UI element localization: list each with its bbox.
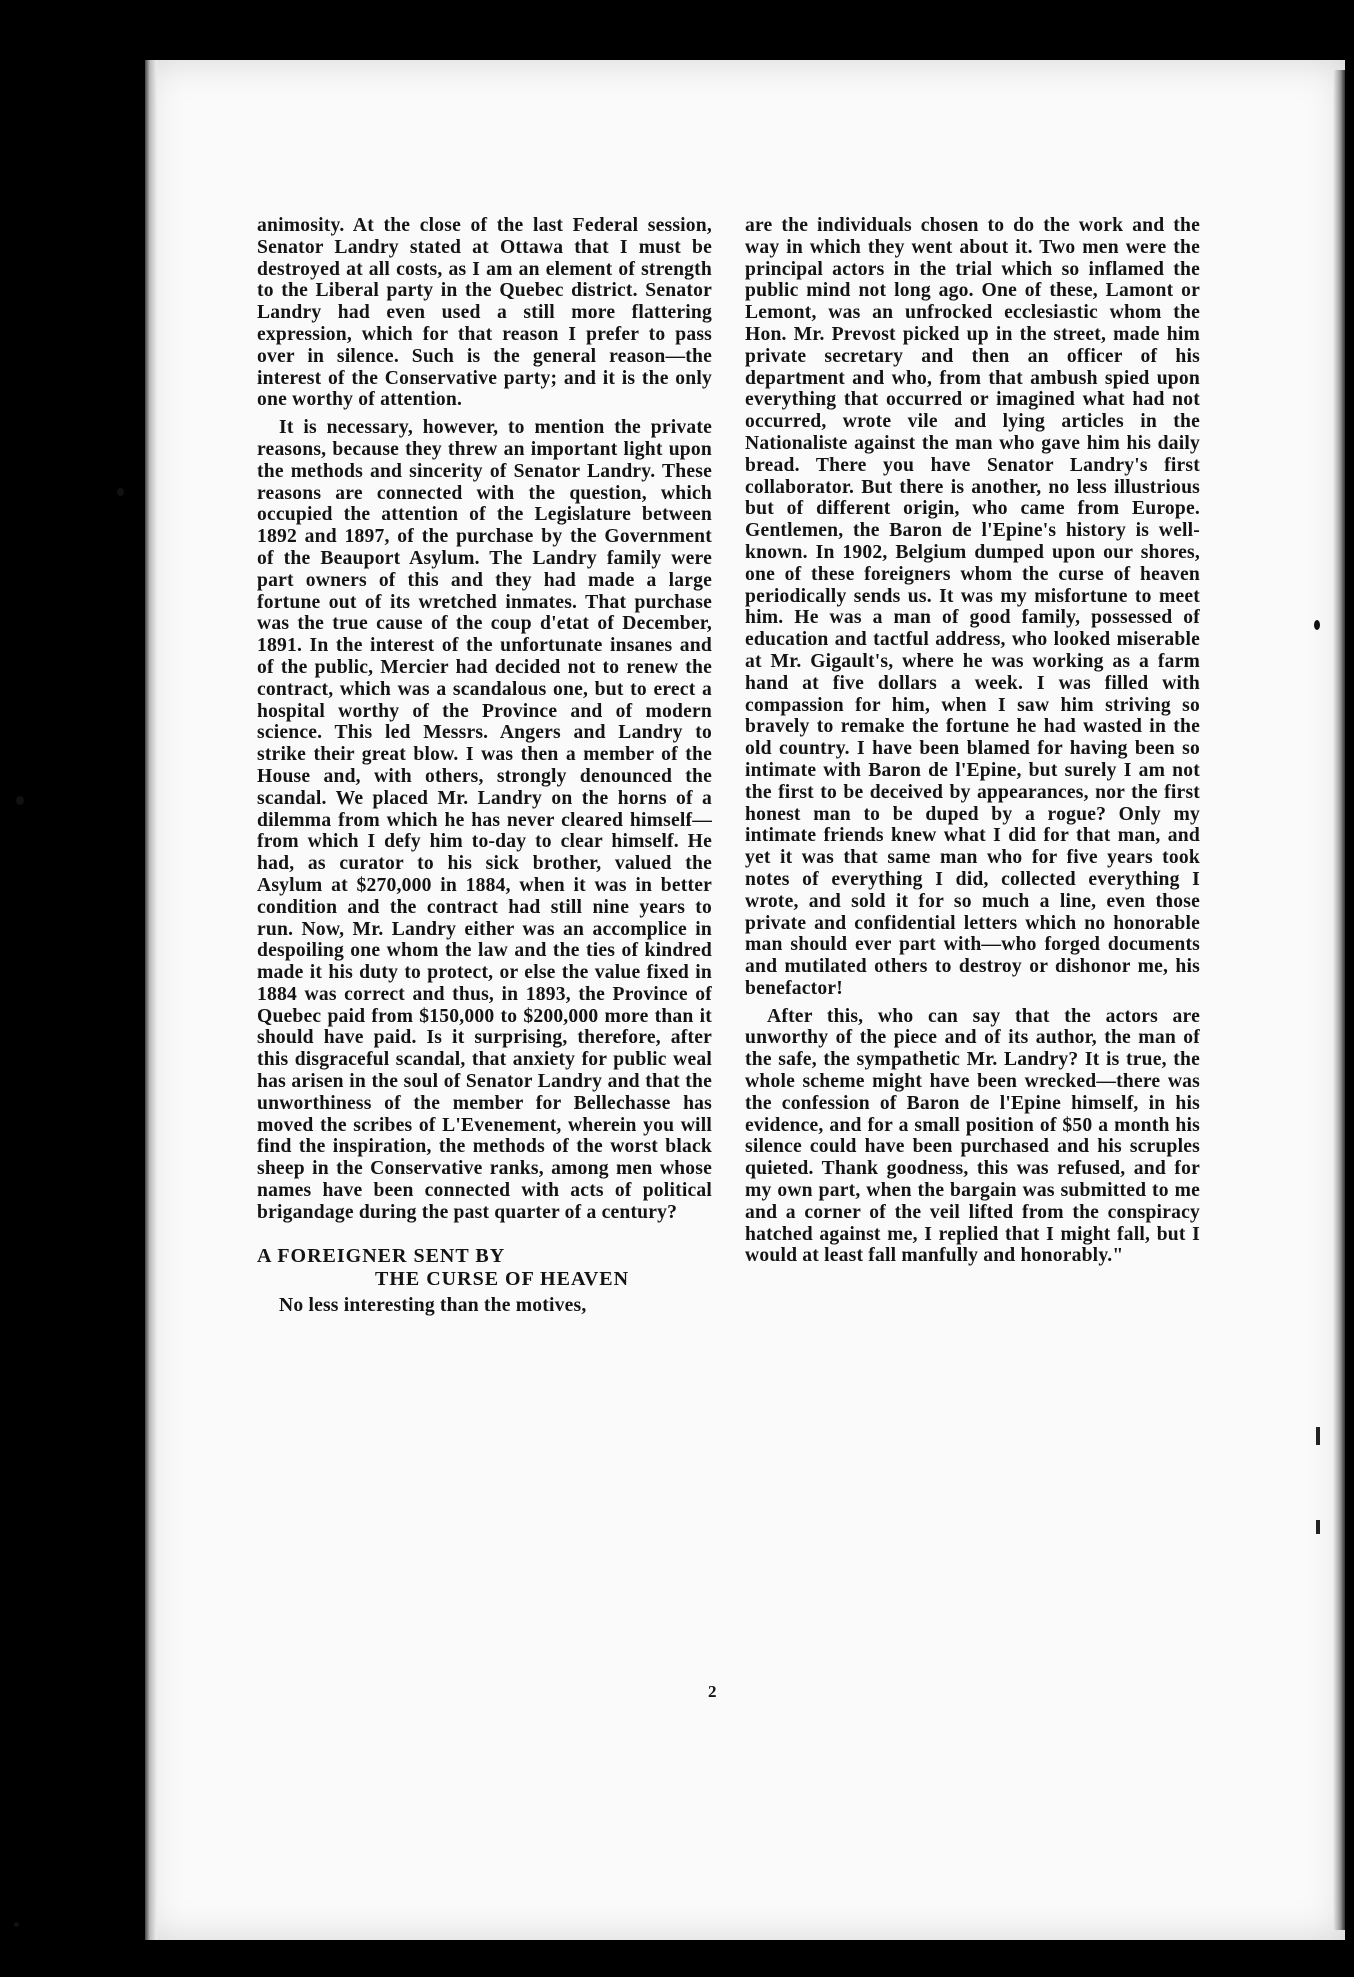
left-paragraph-2: It is necessary, however, to mention the private reasons, because they threw an important light upon the methods and sincerity of Senator Landry. These reasons are connected with the question, which occupied the attention of the Legislature between 1892 and 1897, of the purchase by the Government of the Beauport Asylum. The Landry family were part owners of this and they had made a large fortune out of its wretched inmates. That purchase was the true cause of the coup d'etat of December, 1891. In the interest of the unfortunate insanes and of the public, Mercier had decided not to renew the contract, which was a scandalous one, but to erect a hospital worthy of the Province and of modern science. This led Messrs. Angers and Landry to strike their great blow. I was then a member of the House and, with others, strongly denounced the scandal. We placed Mr. Landry on the horns of a dilemma from which he has never cleared himself—from which I defy him to-day to clear himself. He had, as curator to his sick brother, valued the Asylum at $270,000 in 1884, when it was in better condition and the contract had still nine years to run. Now, Mr. Landry either was an accomplice in despoiling one whom the law and the ties of kindred made it his duty to protect, or else the value fixed in 1884 was correct and thus, in 1893, the Province of Quebec paid from $150,000 to $200,000 more than it should have paid. Is it surprising, therefore, after this disgraceful scandal, that anxiety for public weal has arisen in the soul of Senator Landry and that the unworthiness of the member for Bellechasse has moved the scribes of L'Evenement, wherein you will find the inspiration, the methods of the worst black sheep in the Conservative ranks, among men whose names have been connected with acts of political brigandage during the past quarter of a century? (257, 417, 712, 1223)
section-heading-line-2: THE CURSE OF HEAVEN (375, 1268, 630, 1291)
right-column (745, 215, 1200, 1273)
section-heading-line-1: A FOREIGNER SENT BY (257, 1244, 506, 1267)
scan-artifact (1316, 1427, 1320, 1445)
scan-artifact (1316, 1520, 1320, 1534)
right-paragraph-1: are the individuals chosen to do the work and the way in which they went about it. Two men were the principal actors in the trial which so inflamed the public mind not long ago. One of these, Lamont or Lemont, was an unfrocked ecclesiastic whom the Hon. Mr. Prevost picked up in the street, made him private secretary and then an officer of his department and who, from that ambush spied upon everything that occurred or imagined what had not occurred, wrote vile and lying articles in the Nationaliste against the man who gave him his daily bread. There you have Senator Landry's first collaborator. But there is another, no less illustrious but of different origin, who came from Europe. Gentlemen, the Baron de l'Epine's history is well-known. In 1902, Belgium dumped upon our shores, one of these foreigners whom the curse of heaven periodically sends us. It was my misfortune to meet him. He was a man of good family, possessed of education and tactful address, who looked miserable at Mr. Gigault's, where he was working as a farm hand at five dollars a week. I was filled with compassion for him, when I saw him striving so bravely to remake the fortune he had wasted in the old country. I have been blamed for having been so intimate with Baron de l'Epine, but surely I am not the first to be deceived by appearances, nor the first honest man to be duped by a rogue? Only my intimate friends knew what I did for that man, and yet it was that same man who for five years took notes of everything I did, collected everything I wrote, and sold it for so much a line, even those private and confidential letters which no honorable man should ever part with—who forged documents and mutilated others to destroy or dishonor me, his benefactor! (745, 215, 1200, 999)
dust-speck (16, 796, 24, 805)
left-column (257, 215, 712, 1323)
paper-left-edge (145, 60, 157, 1940)
dust-speck (117, 488, 124, 496)
left-closing-paragraph: No less interesting than the motives, (279, 1295, 587, 1317)
dust-speck (1314, 620, 1320, 630)
page-number: 2 (708, 1682, 717, 1701)
left-paragraph-1: animosity. At the close of the last Federal session, Senator Landry stated at Ottawa that I must be destroyed at all costs, as I am an element of strength to the Liberal party in the Quebec district. Senator Landry had even used a still more flattering expression, which for that reason I prefer to pass over in silence. Such is the general reason—the interest of the Conservative party; and it is the only one worthy of attention. (257, 215, 712, 411)
dust-speck (14, 1922, 19, 1927)
paper-right-edge (1333, 70, 1345, 1930)
right-paragraph-2: After this, who can say that the actors are unworthy of the piece and of its author, the man of the safe, the sympathetic Mr. Landry? It is true, the whole scheme might have been wrecked—there was the confession of Baron de l'Epine himself, in his evidence, and for a small position of $50 a month his silence could have been purchased and his scruples quieted. Thank goodness, this was refused, and for my own part, when the bargain was submitted to me and a corner of the veil lifted from the conspiracy hatched against me, I replied that I might fall, but I would at least fall manfully and honorably." (745, 1005, 1200, 1267)
